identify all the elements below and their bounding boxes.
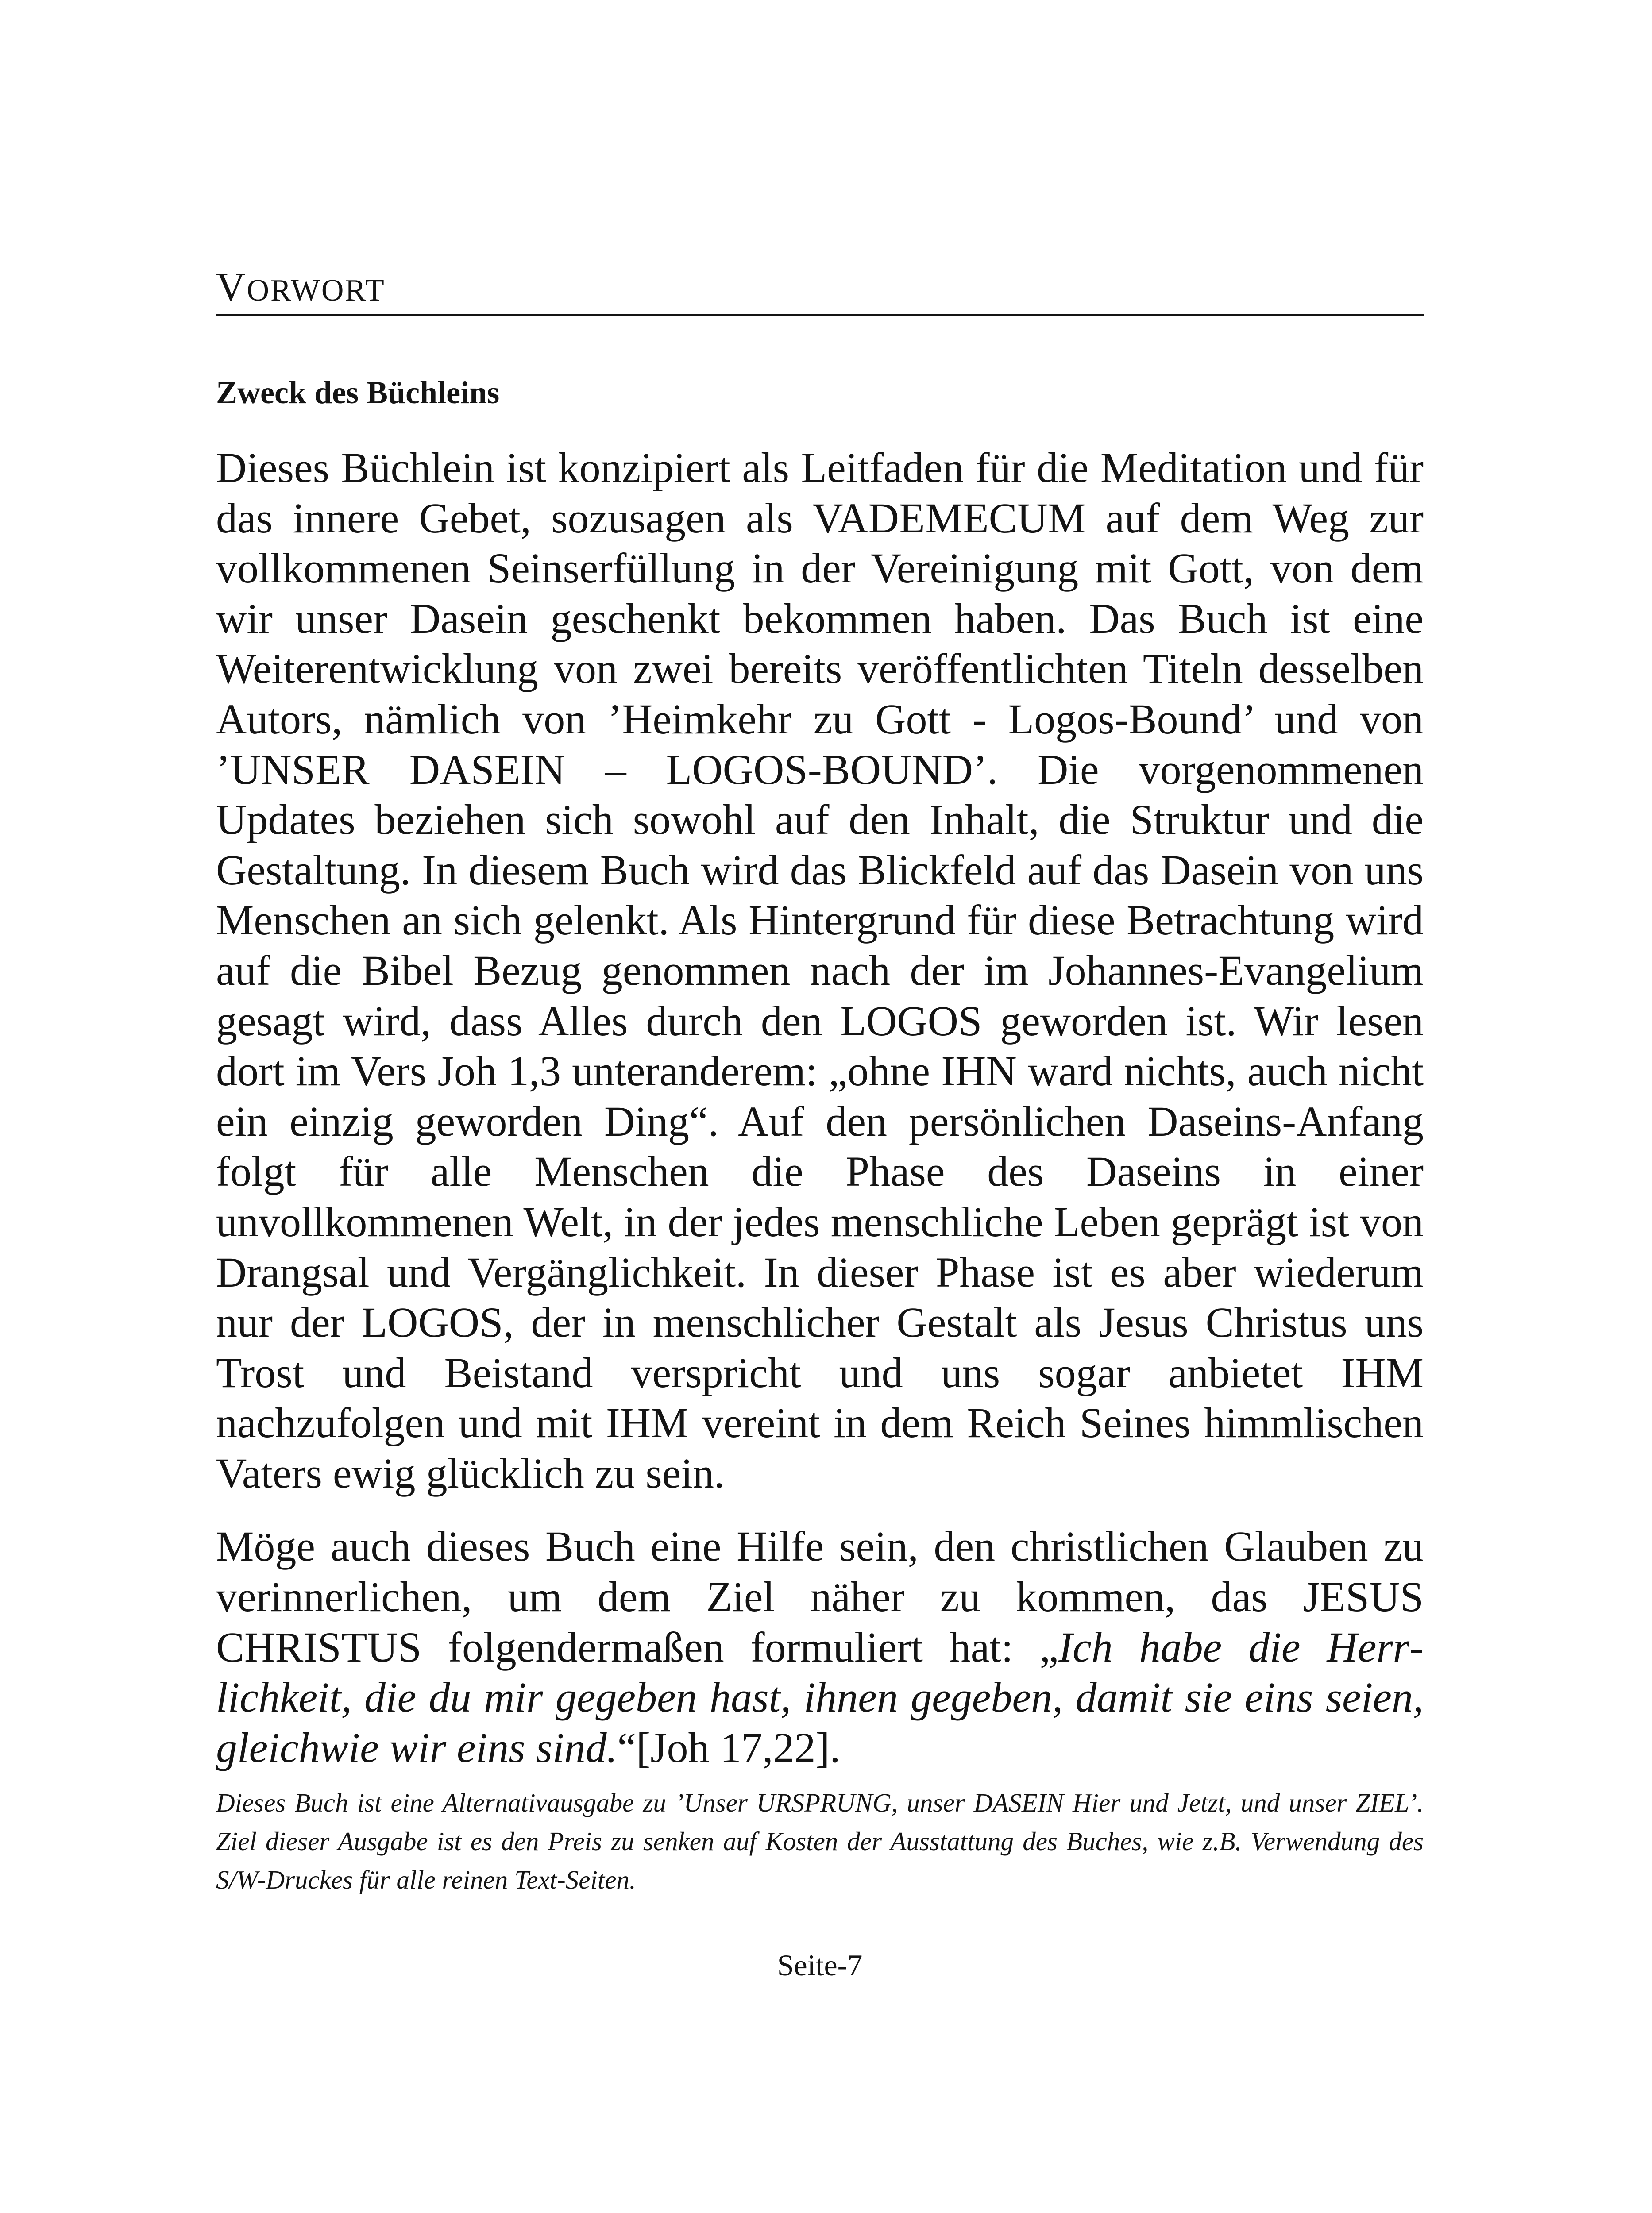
bible-reference: “[Joh 17,22]. <box>617 1723 841 1771</box>
paragraph-1: Dieses Büchlein ist konzipiert als Leitfaden für die Meditation und für das innere Gebet, sozusagen als VADEMECUM auf dem Weg zur vollkommenen Seinserfüllung in der Vereinigung mit Gott, von dem wir unser Dasein geschenkt bekommen haben. Das Buch ist eine Weiterentwicklung von zwei bereits veröffentlichten Titeln desselben Autors, nämlich von ’Heimkehr zu Gott - Logos-Bound’ und von ’UNSER DASEIN – LOGOS-BOUND’. Die vorgenommenen Updates beziehen sich sowohl auf den Inhalt, die Struktur und die Gestaltung. In diesem Buch wird das Blickfeld auf das Dasein von uns Menschen an sich gelenkt. Als Hintergrund für diese Betrachtung wird auf die Bibel Bezug genommen nach der im Johannes-Evangelium gesagt wird, dass Alles durch den LOGOS geworden ist. Wir lesen dort im Vers Joh 1,3 unteranderem: „ohne IHN ward nichts, auch nicht ein einzig geworden Ding“. Auf den persönlichen Daseins-Anfang folgt für alle Menschen die Phase des Daseins in einer unvollkommenen Welt, in der jedes menschliche Leben geprägt ist von Drangsal und Vergänglichkeit. In dieser Phase ist es aber wiederum nur der LOGOS, der in menschlicher Gestalt als Jesus Christus uns Trost und Beistand verspricht und uns sogar anbietet IHM nachzufolgen und mit IHM vereint in dem Reich Seines himmlischen Vaters ewig glücklich zu sein. <box>216 444 1424 1497</box>
page-number: Seite-7 <box>777 1948 863 1982</box>
paragraph-2 <box>216 1521 1424 1773</box>
bible-quote: Ich habe die Herrlichkeit, die du mir gegeben hast, ihnen gegeben, damit sie eins seien, gleichwie wir eins sind. <box>216 1623 1424 1771</box>
paragraph-2-lead: Möge auch dieses Buch eine Hilfe sein, den christlichen Glauben zu verinnerlichen, um dem Ziel näher zu kommen, das JESUS CHRISTUS folgendermaßen formuliert hat: „ <box>216 1523 1424 1671</box>
running-head-initial: V <box>216 264 247 309</box>
running-head-rest: ORWORT <box>247 274 386 308</box>
footnote: Dieses Buch ist eine Alternativausgabe zu ’Unser URSPRUNG, unser DASEIN Hier und Jetzt, und unser ZIEL’. Ziel dieser Ausgabe ist es den Preis zu senken auf Kosten der Ausstattung des Buches, wie z.B. Verwendung des S/W-Druckes für alle reinen Text-Seiten. <box>216 1788 1424 1894</box>
body-text <box>216 443 1424 1773</box>
section-heading: Zweck des Büchleins <box>216 375 500 410</box>
header-rule <box>216 314 1424 316</box>
running-head <box>216 265 1424 313</box>
book-page <box>216 0 1424 2213</box>
